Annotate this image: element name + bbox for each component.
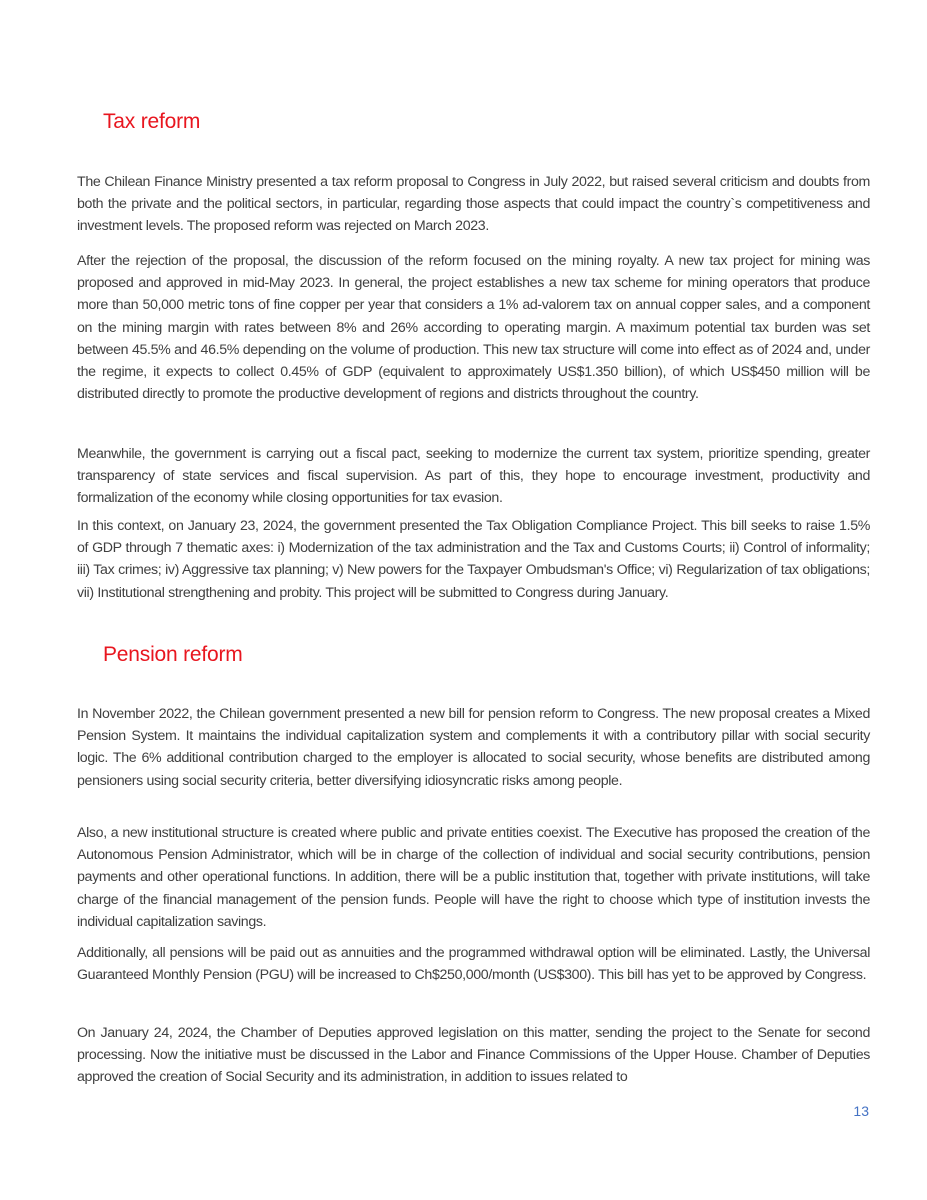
paragraph-tax-2: After the rejection of the proposal, the discussion of the reform focused on the mining royalty. A new tax project for mining was proposed and approved in mid-May 2023. In general, the project establishes a new tax scheme for mining operators that produce more than 50,000 metric tons of fine copper per year that considers a 1% ad-valorem tax on annual copper sales, and a component on the mining margin with rates between 8% and 26% according to operating margin. A maximum potential tax burden was set between 45.5% and 46.5% depending on the volume of production. This new tax structure will come into effect as of 2024 and, under the regime, it expects to collect 0.45% of GDP (equivalent to approximately US$1.350 billion), of which US$450 million will be distributed directly to promote the productive development of regions and districts throughout the country. [77,253,870,403]
section-heading-tax-reform: Tax reform [103,110,201,133]
paragraph-pension-2: Also, a new institutional structure is created where public and private entities coexist. The Executive has proposed the creation of the Autonomous Pension Administrator, which will be in charge of the collection of individual and social security contributions, pension payments and other operational functions. In addition, there will be a public institution that, together with private institutions, will take charge of the financial management of the pension funds. People will have the right to choose which type of institution invests the individual capitalization savings. [77,825,870,930]
page-number: 13 [853,1103,869,1119]
paragraph-pension-4: On January 24, 2024, the Chamber of Deputies approved legislation on this matter, sending the project to the Senate for second processing. Now the initiative must be discussed in the Labor and Finance Commissions of the Upper House. Chamber of Deputies approved the creation of Social Security and its administration, in addition to issues related to [77,1025,870,1086]
section-heading-pension-reform: Pension reform [103,643,243,666]
paragraph-pension-1: In November 2022, the Chilean government presented a new bill for pension reform to Congress. The new proposal creates a Mixed Pension System. It maintains the individual capitalization system and complements it with a contributory pillar with social security logic. The 6% additional contribution charged to the employer is allocated to social security, whose benefits are distributed among pensioners using social security criteria, better diversifying idiosyncratic risks among people. [77,706,870,789]
paragraph-tax-4: In this context, on January 23, 2024, the government presented the Tax Obligation Compliance Project. This bill seeks to raise 1.5% of GDP through 7 thematic axes: i) Modernization of the tax administration and the Tax and Customs Courts; ii) Control of informality; iii) Tax crimes; iv) Aggressive tax planning; v) New powers for the Taxpayer Ombudsman's Office; vi) Regularization of tax obligations; vii) Institutional strengthening and probity. This project will be submitted to Congress during January. [77,518,870,601]
paragraph-tax-1: The Chilean Finance Ministry presented a tax reform proposal to Congress in July 2022, but raised several criticism and doubts from both the private and the political sectors, in particular, regarding those aspects that could impact the country`s competitiveness and investment levels. The proposed reform was rejected on March 2023. [77,174,870,235]
paragraph-pension-3: Additionally, all pensions will be paid out as annuities and the programmed withdrawal option will be eliminated. Lastly, the Universal Guaranteed Monthly Pension (PGU) will be increased to Ch$250,000/month (US$300). This bill has yet to be approved by Congress. [77,945,870,984]
paragraph-tax-3: Meanwhile, the government is carrying out a fiscal pact, seeking to modernize the current tax system, prioritize spending, greater transparency of state services and fiscal supervision. As part of this, they hope to encourage investment, productivity and formalization of the economy while closing opportunities for tax evasion. [77,446,870,507]
